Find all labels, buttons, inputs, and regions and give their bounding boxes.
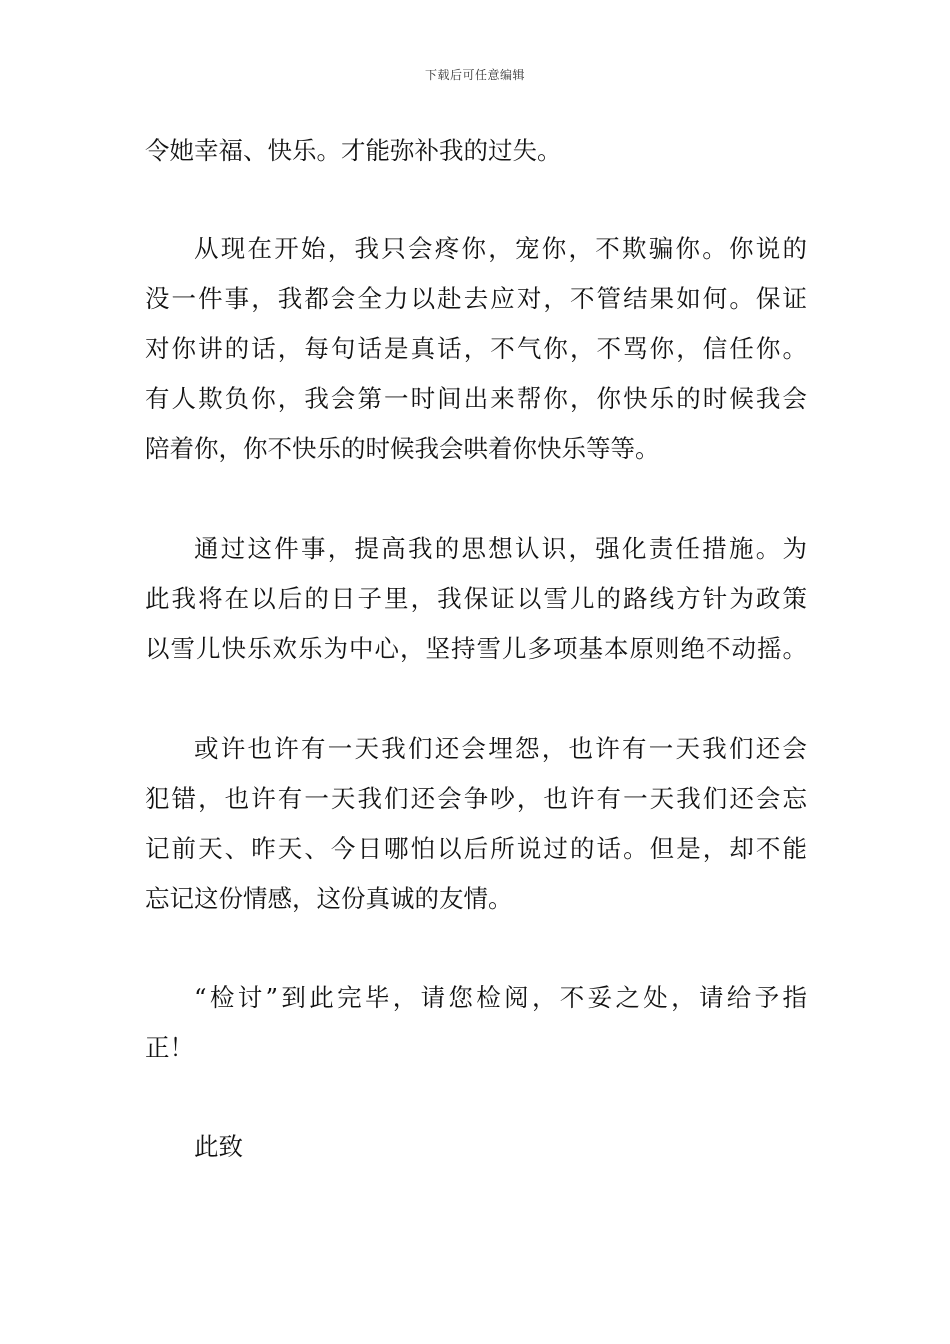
paragraph-line: 此我将在以后的日子里，我保证以雪儿的路线方针为政策 — [145, 584, 807, 613]
paragraph-line: 通过这件事，提高我的思想认识，强化责任措施。为 — [194, 534, 807, 563]
paragraph-line: 陪着你，你不快乐的时候我会哄着你快乐等等。 — [145, 434, 660, 463]
paragraph-line: 有人欺负你，我会第一时间出来帮你，你快乐的时候我会 — [145, 384, 807, 413]
paragraph-line: 记前天、昨天、今日哪怕以后所说过的话。但是，却不能 — [145, 834, 807, 863]
paragraph-line: 没一件事，我都会全力以赴去应对，不管结果如何。保证 — [145, 284, 807, 313]
paragraph-4 — [145, 724, 807, 924]
paragraph-2 — [145, 224, 807, 474]
paragraph-line: 犯错，也许有一天我们还会争吵，也许有一天我们还会忘 — [145, 784, 807, 813]
paragraph-line: 此致 — [194, 1132, 243, 1161]
paragraph-line: 正！ — [145, 1033, 194, 1062]
paragraph-line: 以雪儿快乐欢乐为中心，坚持雪儿多项基本原则绝不动摇。 — [145, 634, 807, 663]
closing-salutation — [145, 1122, 807, 1172]
page-header: 下载后可任意编辑 — [424, 68, 525, 82]
paragraph-1 — [145, 126, 807, 176]
paragraph-line: 令她幸福、快乐。才能弥补我的过失。 — [145, 136, 562, 165]
paragraph-line: 从现在开始，我只会疼你，宠你，不欺骗你。你说的 — [194, 234, 807, 263]
paragraph-line: 对你讲的话，每句话是真话，不气你，不骂你，信任你。 — [145, 334, 807, 363]
paragraph-3 — [145, 524, 807, 674]
paragraph-line: 忘记这份情感，这份真诚的友情。 — [145, 884, 513, 913]
paragraph-line: 或许也许有一天我们还会埋怨，也许有一天我们还会 — [194, 734, 807, 763]
paragraph-5 — [145, 973, 807, 1073]
paragraph-line: “检讨”到此完毕，请您检阅，不妥之处，请给予指 — [194, 983, 807, 1012]
